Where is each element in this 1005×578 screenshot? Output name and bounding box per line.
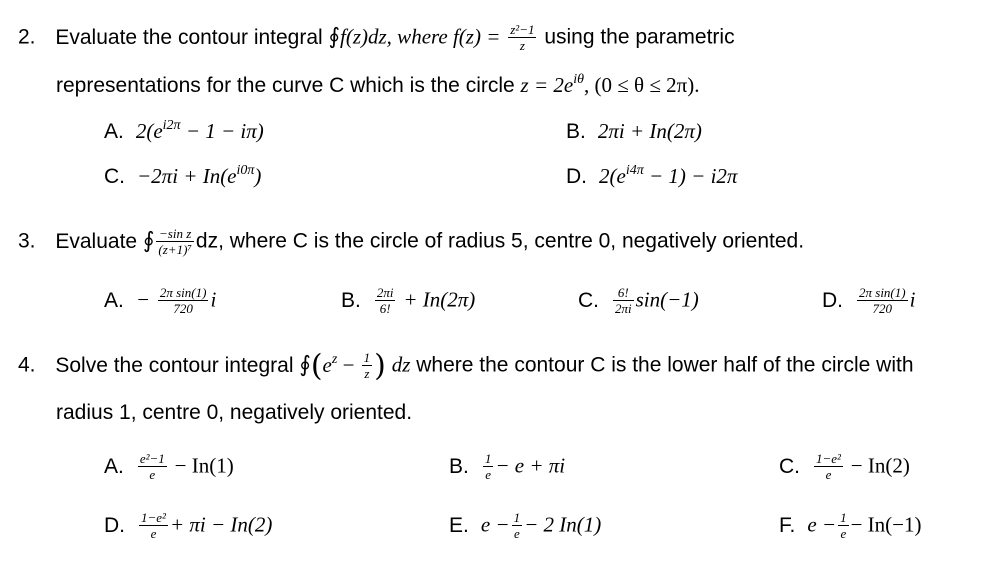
right-paren: ) xyxy=(374,348,386,384)
q4-option-f[interactable]: F. e − $\frac{1}{e}$ − In(−1) xyxy=(779,510,922,541)
q2-option-c[interactable]: C. $-2\pi i + In(e^{i0\pi})$ xyxy=(104,163,262,188)
q3-line1 xyxy=(18,227,804,257)
q2-text: Evaluate the contour integral xyxy=(55,25,323,49)
q4-option-d[interactable]: D. $\frac{\text{1−e²}}{e}$ + πi − In(2) xyxy=(104,510,273,541)
q2-number: 2. xyxy=(18,25,36,49)
q3-number: 3. xyxy=(18,229,36,253)
q2-option-d[interactable]: D. $2(e^{i4\pi} - 1) - i2\pi$ xyxy=(566,163,738,188)
q3-text-after: dz, where C is the circle of radius 5, centre 0, negatively oriented. xyxy=(195,229,805,253)
q4-option-b[interactable]: B. $\frac{1}{e}$ − e + πi xyxy=(449,451,566,482)
q2-integral-expr: f(z)dz, where f(z) = xyxy=(340,24,501,49)
q4-text: Solve the contour integral xyxy=(55,353,294,377)
q2-text-after: using the parametric xyxy=(544,25,735,49)
q4-fraction: $\frac{1}{z}$ xyxy=(363,350,371,381)
q2-circle-expr: $z = 2e^{i\theta}$, (0 ≤ θ ≤ 2π). xyxy=(520,72,700,97)
q3-option-b[interactable]: B. $\frac{2\pi i}{6!}$ + In(2π) xyxy=(341,285,476,316)
q2-text2: representations for the curve C which is the circle xyxy=(56,74,515,97)
q2-option-b[interactable]: B. 2πi + In(2π) xyxy=(566,119,702,143)
q3-text: Evaluate xyxy=(55,229,138,253)
left-paren: ( xyxy=(310,348,323,384)
q4-line2: radius 1, centre 0, negatively oriented. xyxy=(56,401,413,424)
contour-integral-symbol: ∮ xyxy=(142,228,155,254)
q4-line1: 4. Solve the contour integral $∮(e^z$ − $\frac{1}{z}$ ) dz where the contour C is the lower half of the circle with xyxy=(18,348,914,384)
q3-option-a[interactable]: A. − $\frac{\text{2π sin(1)}}{720}$ i xyxy=(104,285,217,316)
q4-text-after: where the contour C is the lower half of the circle with xyxy=(416,353,914,377)
q2-line1 xyxy=(18,23,735,53)
q2-option-a[interactable]: A. $2(e^{i2\pi} - 1 - i\pi)$ xyxy=(104,118,264,143)
contour-integral-symbol: ∮ xyxy=(299,352,311,378)
q4-option-a[interactable]: A. $\frac{\text{e²−1}}{e}$ − In(1) xyxy=(104,451,234,482)
q3-option-d[interactable]: D. $\frac{\text{2π sin(1)}}{720}$ i xyxy=(822,285,916,316)
q2-fraction: $\frac{\text{z²−1}}{z}$ xyxy=(510,22,535,53)
q4-expr: $e^z$ − xyxy=(322,351,360,377)
q4-option-e[interactable]: E. e − $\frac{1}{e}$ − 2 In(1) xyxy=(449,510,602,541)
q3-option-c[interactable]: C. $\frac{6!}{2\pi i}$ sin(−1) xyxy=(578,285,699,316)
q4-number: 4. xyxy=(18,353,36,377)
contour-integral-symbol: ∮ xyxy=(328,24,341,50)
q3-fraction: $\frac{\text{−sin z}}{\text{(z+1)⁷}}$ xyxy=(158,226,192,257)
q2-line2 xyxy=(56,72,699,99)
q4-option-c[interactable]: C. $\frac{\text{1−e²}}{e}$ − In(2) xyxy=(779,451,910,482)
